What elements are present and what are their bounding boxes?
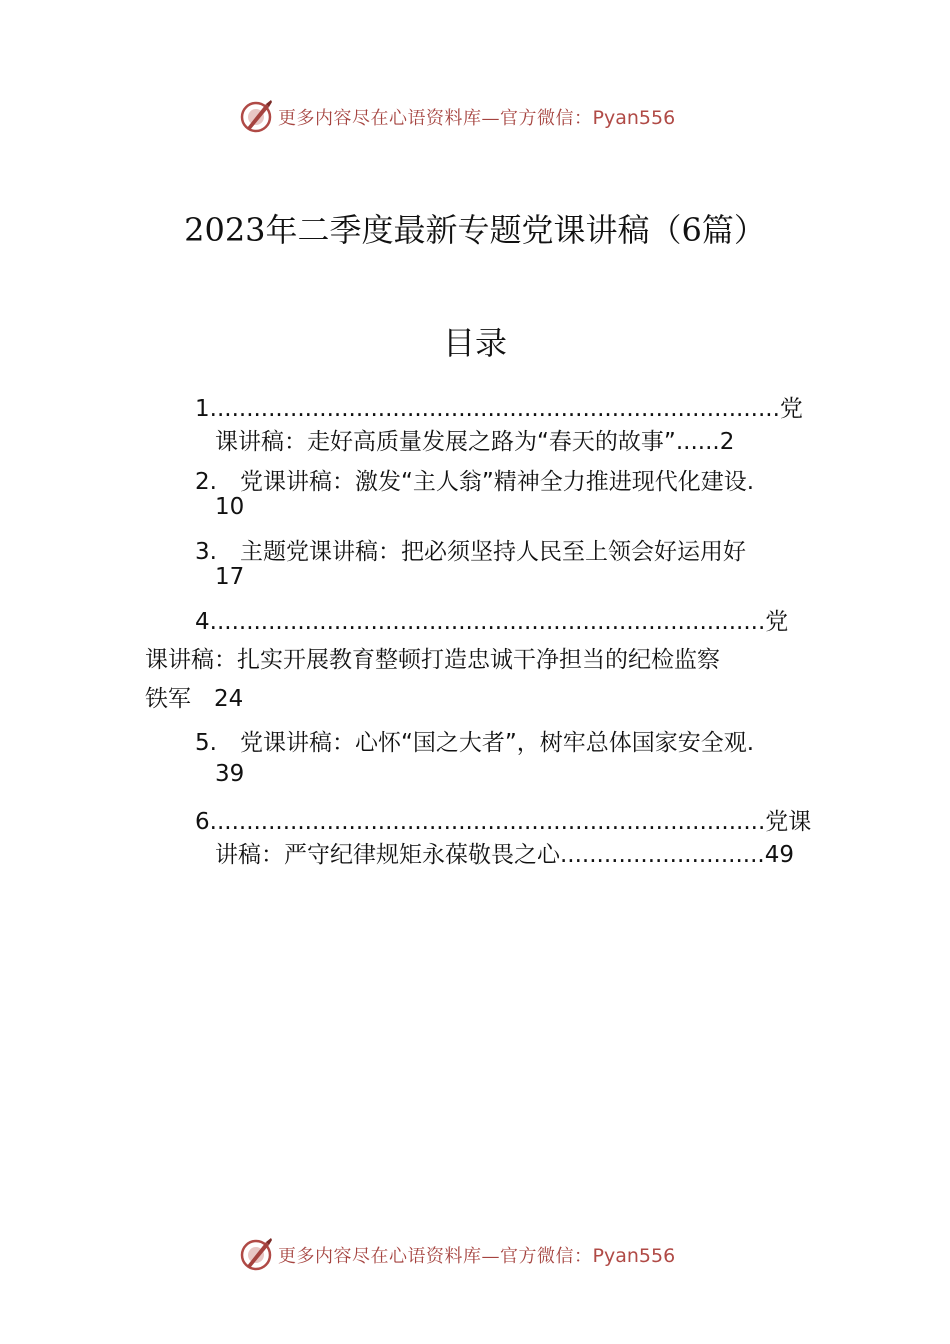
toc-heading: 目录 (442, 324, 507, 362)
banner-text: 更多内容尽在心语资料库—官方微信：Pyan556 (278, 1245, 676, 1267)
toc-line: 17 (215, 564, 245, 590)
header-banner (0, 96, 950, 136)
toc-line: 课讲稿：扎实开展教育整顿打造忠诚干净担当的纪检监察 (145, 647, 720, 673)
toc-line: 4............................................................................党 (195, 609, 789, 635)
toc-line: 10 (215, 494, 245, 520)
document-title: 2023年二季度最新专题党课讲稿（6篇） (184, 211, 766, 249)
toc-line: 6............................................................................党课 (195, 809, 812, 835)
toc-line: 铁军 24 (145, 686, 244, 712)
wechat-id: Pyan556 (592, 107, 676, 129)
toc-line: 1..............................................................................党 (195, 396, 803, 422)
toc-line: 5. 党课讲稿：心怀“国之大者”，树牢总体国家安全观. (195, 730, 755, 756)
toc-line: 讲稿：严守纪律规矩永葆敬畏之心............................49 (215, 842, 794, 868)
wechat-id: Pyan556 (592, 1245, 676, 1267)
footer-banner (0, 1234, 950, 1274)
toc-line: 课讲稿：走好高质量发展之路为“春天的故事”......2 (215, 429, 735, 455)
toc-line: 2. 党课讲稿：激发“主人翁”精神全力推进现代化建设. (195, 469, 755, 495)
pen-logo-icon (238, 98, 274, 134)
toc-line: 3. 主题党课讲稿：把必须坚持人民至上领会好运用好 (195, 539, 746, 565)
toc-line: 39 (215, 761, 245, 787)
pen-logo-icon (238, 1236, 274, 1272)
banner-text: 更多内容尽在心语资料库—官方微信：Pyan556 (278, 107, 676, 129)
